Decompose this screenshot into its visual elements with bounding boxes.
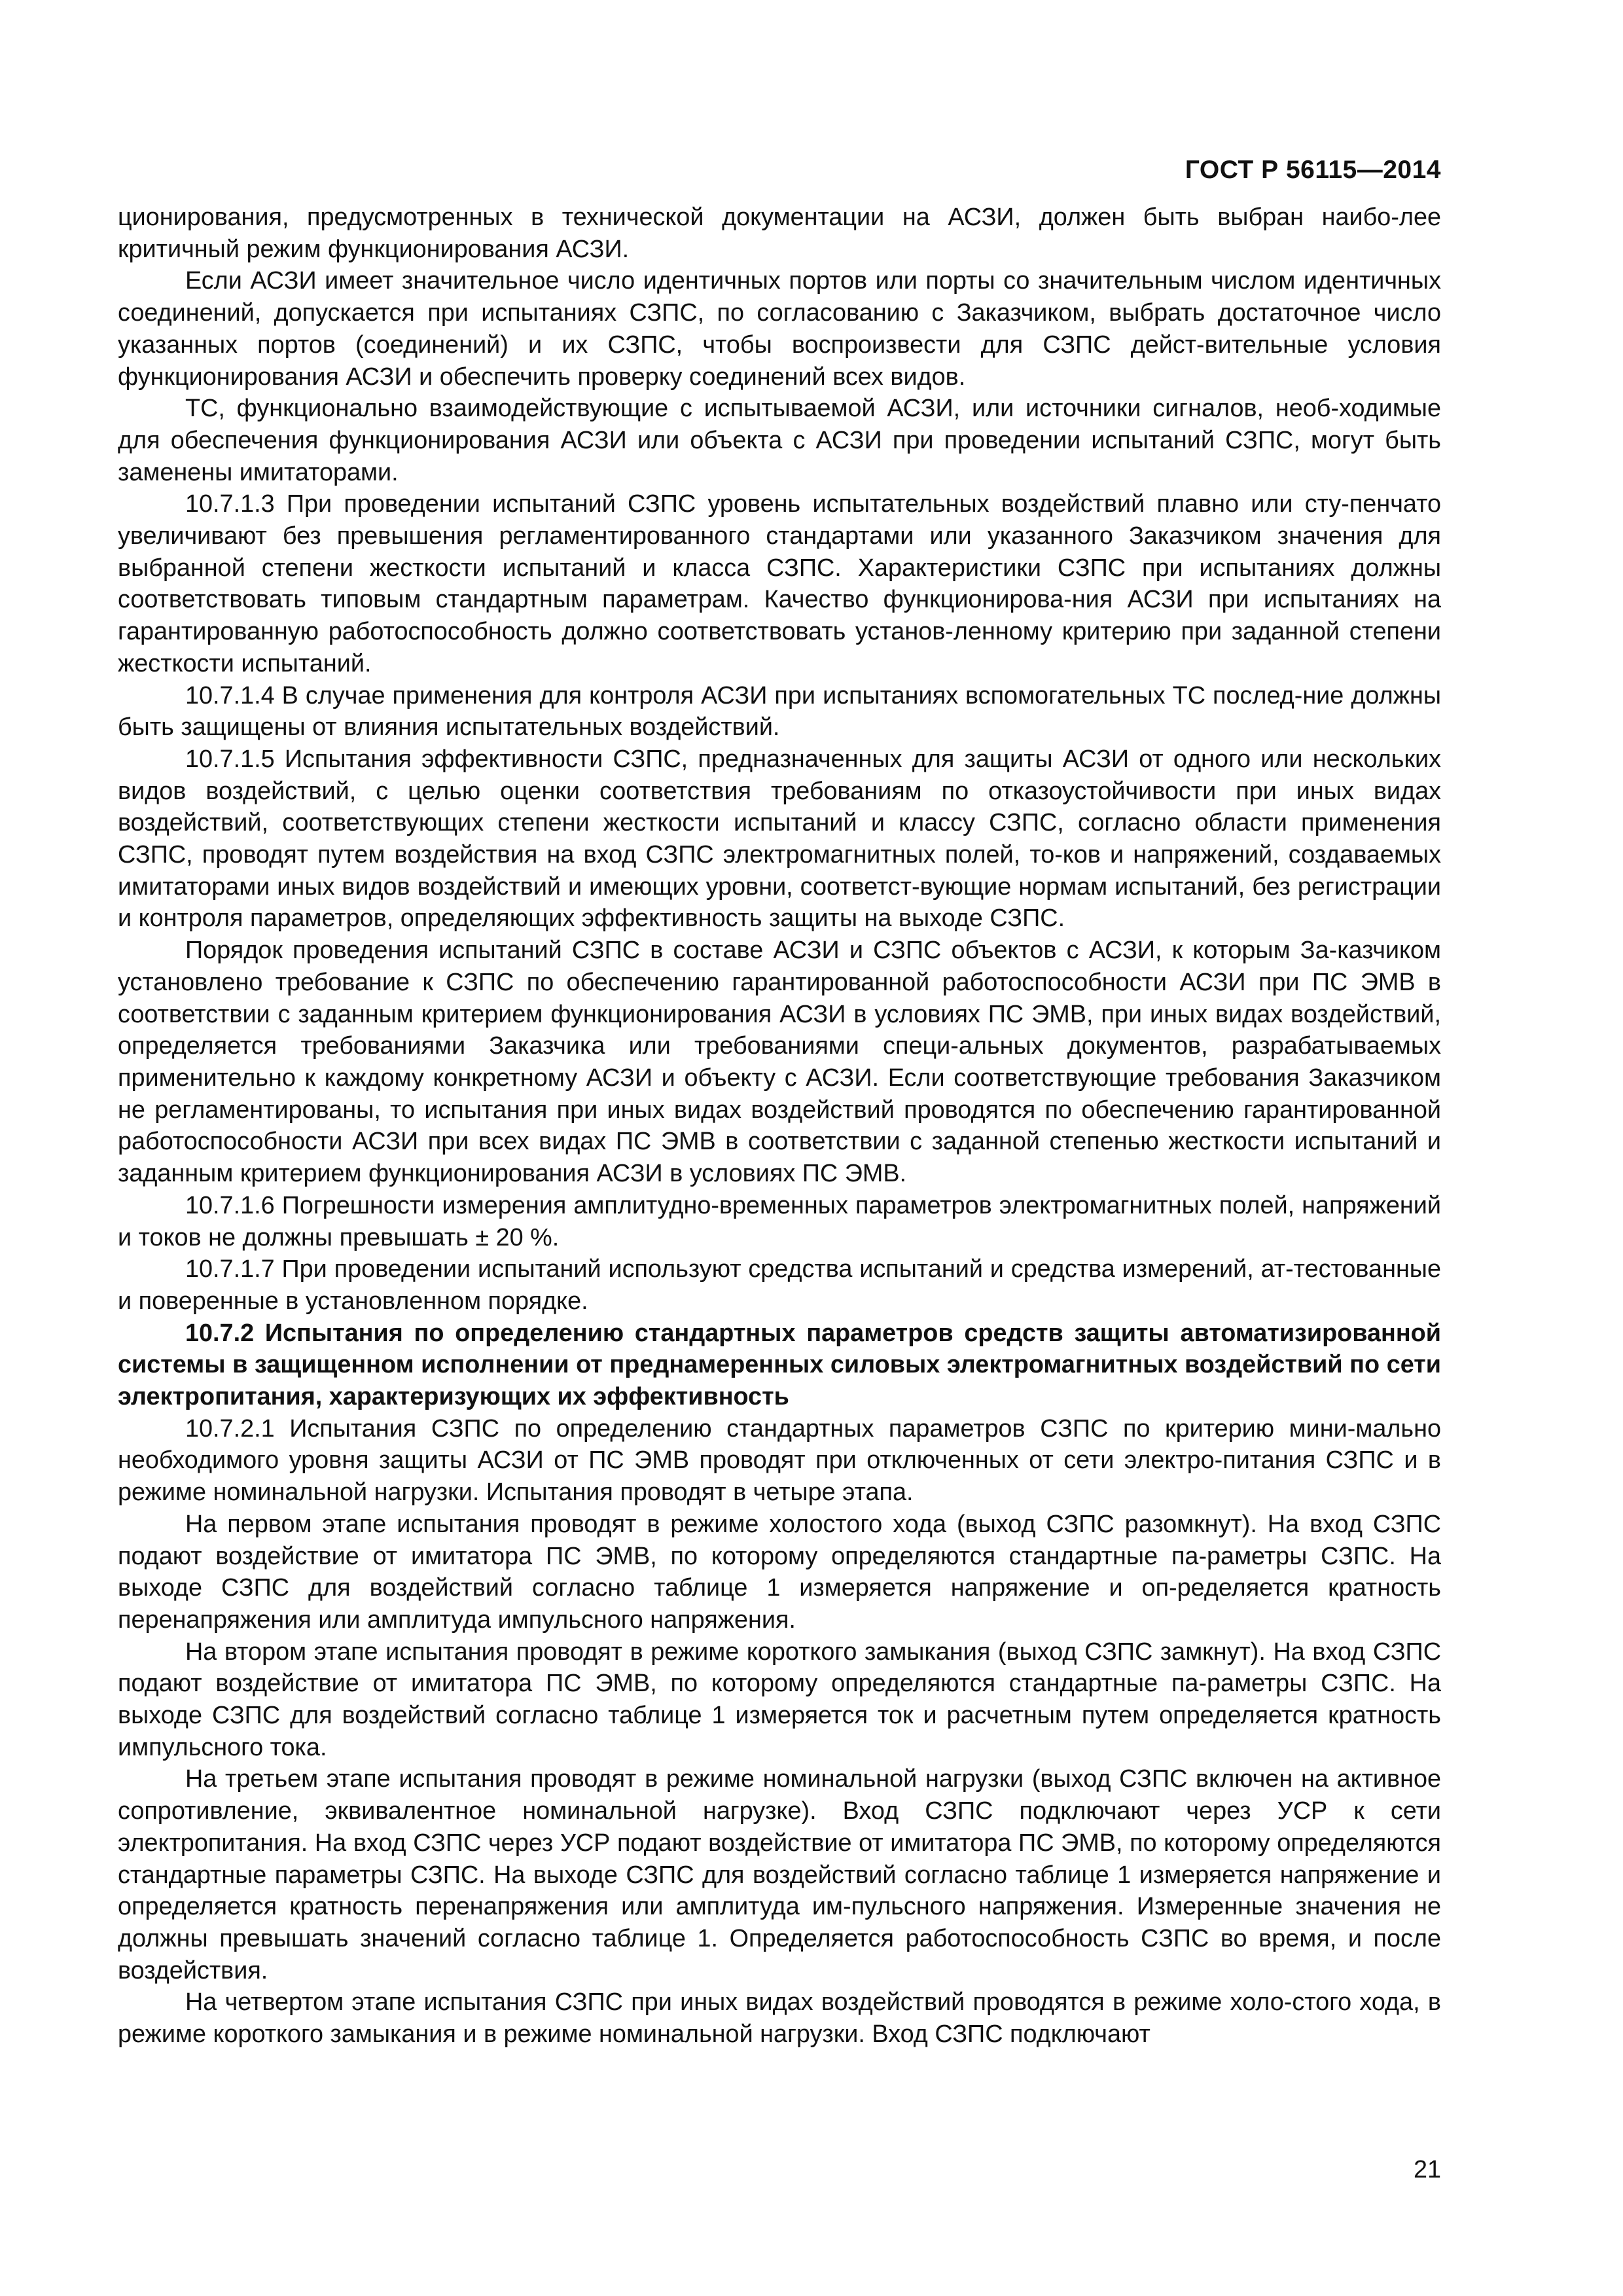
paragraph-10-7-1-5: 10.7.1.5 Испытания эффективности СЗПС, предназначенных для защиты АСЗИ от одного или нескольких видов воздействий, с целью оценки соответствия требованиям по отказоустойчивости при иных видах воздействий, соответствующих степени жесткости испытаний и классу СЗПС, согласно области применения СЗПС, проводят путем воздействия на вход СЗПС электромагнитных полей, то-ков и напряжений, создаваемых имитаторами иных видов воздействий и имеющих уровни, соответст-вующие нормам испытаний, без регистрации и контроля параметров, определяющих эффективность защиты на выходе СЗПС.	[118, 745, 1441, 933]
paragraph-stage-four: На четвертом этапе испытания СЗПС при иных видах воздействий проводятся в режиме холо-стого хода, в режиме короткого замыкания и в режиме номинальной нагрузки. Вход СЗПС подключают	[118, 1988, 1441, 2049]
paragraph-10-7-1-4: 10.7.1.4 В случае применения для контроля АСЗИ при испытаниях вспомогательных ТС послед-ние должны быть защищены от влияния испытательных воздействий.	[118, 681, 1441, 742]
document-body	[118, 202, 1441, 2051]
section-heading-10-7-2: 10.7.2 Испытания по определению стандартных параметров средств защиты автоматизированной системы в защищенном исполнении от преднамеренных силовых электромагнитных воздействий по сети электропитания, характеризующих их эффективность	[118, 1319, 1441, 1411]
paragraph-10-7-1-6: 10.7.1.6 Погрешности измерения амплитудно-временных параметров электромагнитных полей, напряжений и токов не должны превышать ± 20 %.	[118, 1191, 1441, 1251]
page-number: 21	[1413, 2156, 1441, 2183]
paragraph-identical-ports: Если АСЗИ имеет значительное число идентичных портов или порты со значительным числом идентичных соединений, допускается при испытаниях СЗПС, по согласованию с Заказчиком, выбрать достаточное число указанных портов (соединений) и их СЗПС, чтобы воспроизвести для СЗПС дейст-вительные условия функционирования АСЗИ и обеспечить проверку соединений всех видов.	[118, 267, 1441, 391]
paragraph-stage-three: На третьем этапе испытания проводят в режиме номинальной нагрузки (выход СЗПС включен на активное сопротивление, эквивалентное номинальной нагрузке). Вход СЗПС подключают через УСР к сети электропитания. На вход СЗПС через УСР подают воздействие от имитатора ПС ЭМВ, по которому определяются стандартные параметры СЗПС. На выходе СЗПС для воздействий согласно таблице 1 измеряется напряжение и определяется кратность перенапряжения или амплитуда им-пульсного напряжения. Измеренные значения не должны превышать значений согласно таблице 1. Определяется работоспособность СЗПС во время, и после воздействия.	[118, 1765, 1441, 1984]
paragraph-test-procedure: Порядок проведения испытаний СЗПС в составе АСЗИ и СЗПС объектов с АСЗИ, к которым За-казчиком установлено требование к СЗПС по обеспечению гарантированной работоспособности АСЗИ при ПС ЭМВ в соответствии с заданным критерием функционирования АСЗИ в условиях ПС ЭМВ, при иных видах воздействий, определяется требованиями Заказчика или требованиями специ-альных документов, разрабатываемых применительно к каждому конкретному АСЗИ и объекту с АСЗИ. Если соответствующие требования Заказчиком не регламентированы, то испытания при иных видах воздействий проводятся по обеспечению гарантированной работоспособности АСЗИ при всех видах ПС ЭМВ в соответствии с заданной степенью жесткости испытаний и заданным критерием функционирования АСЗИ в условиях ПС ЭМВ.	[118, 937, 1441, 1188]
paragraph-10-7-1-7: 10.7.1.7 При проведении испытаний используют средства испытаний и средства измерений, ат-тестованные и поверенные в установленном порядке.	[118, 1255, 1441, 1315]
paragraph-10-7-2-1: 10.7.2.1 Испытания СЗПС по определению стандартных параметров СЗПС по критерию мини-мально необходимого уровня защиты АСЗИ от ПС ЭМВ проводят при отключенных от сети электро-питания СЗПС и в режиме номинальной нагрузки. Испытания проводят в четыре этапа.	[118, 1414, 1441, 1507]
paragraph-continuation: ционирования, предусмотренных в технической документации на АСЗИ, должен быть выбран наибо-лее критичный режим функционирования АСЗИ.	[118, 204, 1441, 263]
paragraph-stage-one: На первом этапе испытания проводят в режиме холостого хода (выход СЗПС разомкнут). На вход СЗПС подают воздействие от имитатора ПС ЭМВ, по которому определяются стандартные па-раметры СЗПС. На выходе СЗПС для воздействий согласно таблице 1 измеряется напряжение и оп-ределяется кратность перенапряжения или амплитуда импульсного напряжения.	[118, 1510, 1441, 1634]
paragraph-simulators: ТС, функционально взаимодействующие с испытываемой АСЗИ, или источники сигналов, необ-ходимые для обеспечения функционирования АСЗИ или объекта с АСЗИ при проведении испытаний СЗПС, могут быть заменены имитаторами.	[118, 395, 1441, 486]
paragraph-10-7-1-3: 10.7.1.3 При проведении испытаний СЗПС уровень испытательных воздействий плавно или сту-пенчато увеличивают без превышения регламентированного стандартами или указанного Заказчиком значения для выбранной степени жесткости испытаний и класса СЗПС. Характеристики СЗПС при испытаниях должны соответствовать типовым стандартным параметрам. Качество функционирова-ния АСЗИ при испытаниях на гарантированную работоспособность должно соответствовать установ-ленному критерию при заданной степени жесткости испытаний.	[118, 490, 1441, 677]
document-header-standard-id: ГОСТ Р 56115—2014	[1185, 156, 1441, 184]
paragraph-stage-two: На втором этапе испытания проводят в режиме короткого замыкания (выход СЗПС замкнут). На вход СЗПС подают воздействие от имитатора ПС ЭМВ, по которому определяются стандартные па-раметры СЗПС. На выходе СЗПС для воздействий согласно таблице 1 измеряется ток и расчетным путем определяется кратность импульсного тока.	[118, 1638, 1441, 1761]
